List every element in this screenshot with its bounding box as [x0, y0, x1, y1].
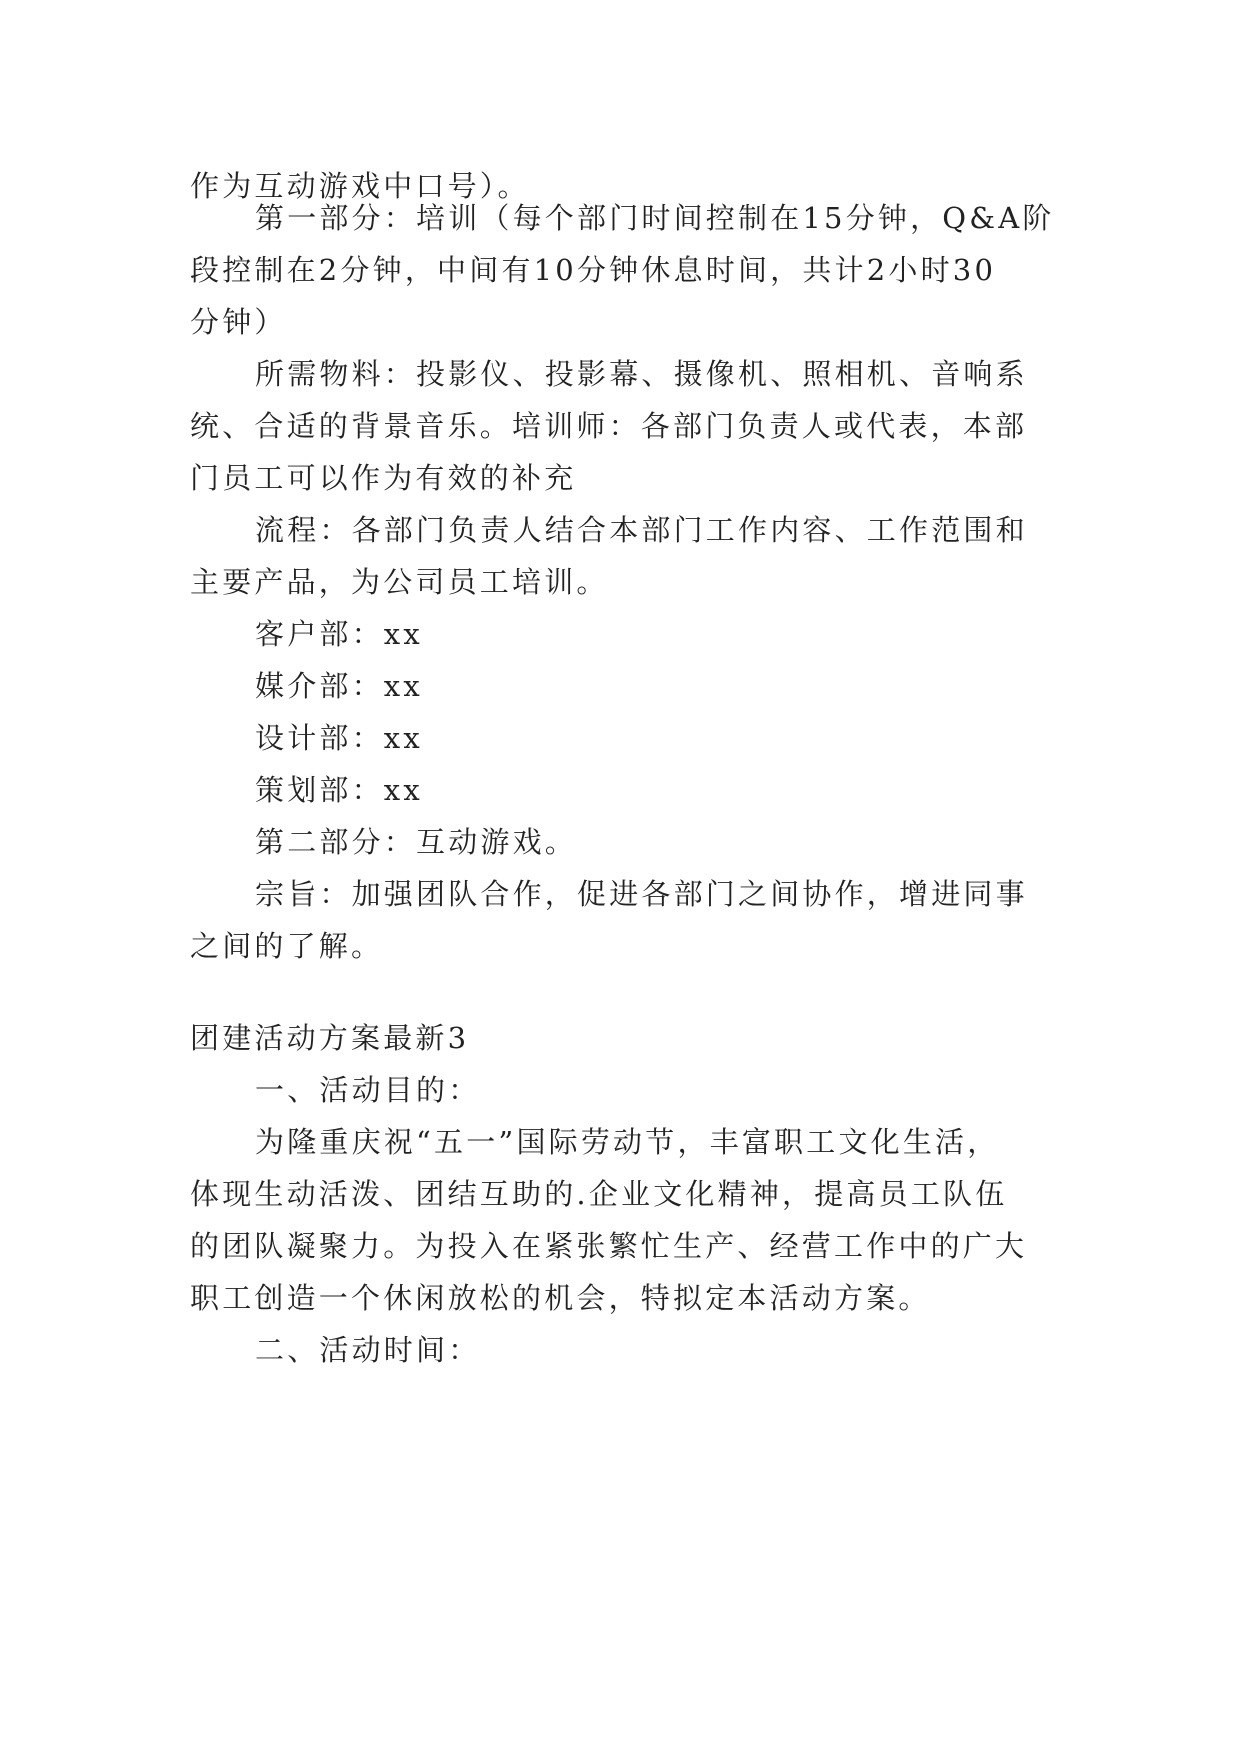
text-line-8: 流程：各部门负责人结合本部门工作内容、工作范围和 — [255, 513, 1028, 547]
text-line-19: 为隆重庆祝“五一”国际劳动节，丰富职工文化生活， — [255, 1125, 1000, 1159]
text-line-13: 策划部：xx — [255, 773, 423, 807]
text-line-11: 媒介部：xx — [255, 669, 423, 703]
text-line-22: 职工创造一个休闲放松的机会，特拟定本活动方案。 — [190, 1281, 931, 1315]
text-line-7: 门员工可以作为有效的补充 — [190, 461, 577, 495]
text-line-9: 主要产品，为公司员工培训。 — [190, 565, 609, 599]
text-line-6: 统、合适的背景音乐。培训师：各部门负责人或代表，本部 — [190, 409, 1028, 443]
text-line-3: 段控制在2分钟，中间有10分钟休息时间，共计2小时30 — [190, 253, 997, 287]
text-line-12: 设计部：xx — [255, 721, 423, 755]
text-line-20: 体现生动活泼、团结互助的.企业文化精神，提高员工队伍 — [190, 1177, 1008, 1211]
text-line-16: 之间的了解。 — [190, 929, 384, 963]
text-line-18: 一、活动目的： — [255, 1073, 481, 1107]
text-line-21: 的团队凝聚力。为投入在紧张繁忙生产、经营工作中的广大 — [190, 1229, 1028, 1263]
text-line-1: 作为互动游戏中口号）。 — [190, 169, 530, 203]
text-line-10: 客户部：xx — [255, 617, 423, 651]
section-heading: 团建活动方案最新3 — [190, 1021, 470, 1055]
text-line-4: 分钟） — [190, 305, 287, 339]
text-line-14: 第二部分：互动游戏。 — [255, 825, 578, 859]
text-line-2: 第一部分：培训（每个部门时间控制在15分钟，Q&A阶 — [255, 201, 1055, 235]
text-line-15: 宗旨：加强团队合作，促进各部门之间协作，增进同事 — [255, 877, 1028, 911]
text-line-23: 二、活动时间： — [255, 1333, 481, 1367]
text-line-5: 所需物料：投影仪、投影幕、摄像机、照相机、音响系 — [255, 357, 1028, 391]
